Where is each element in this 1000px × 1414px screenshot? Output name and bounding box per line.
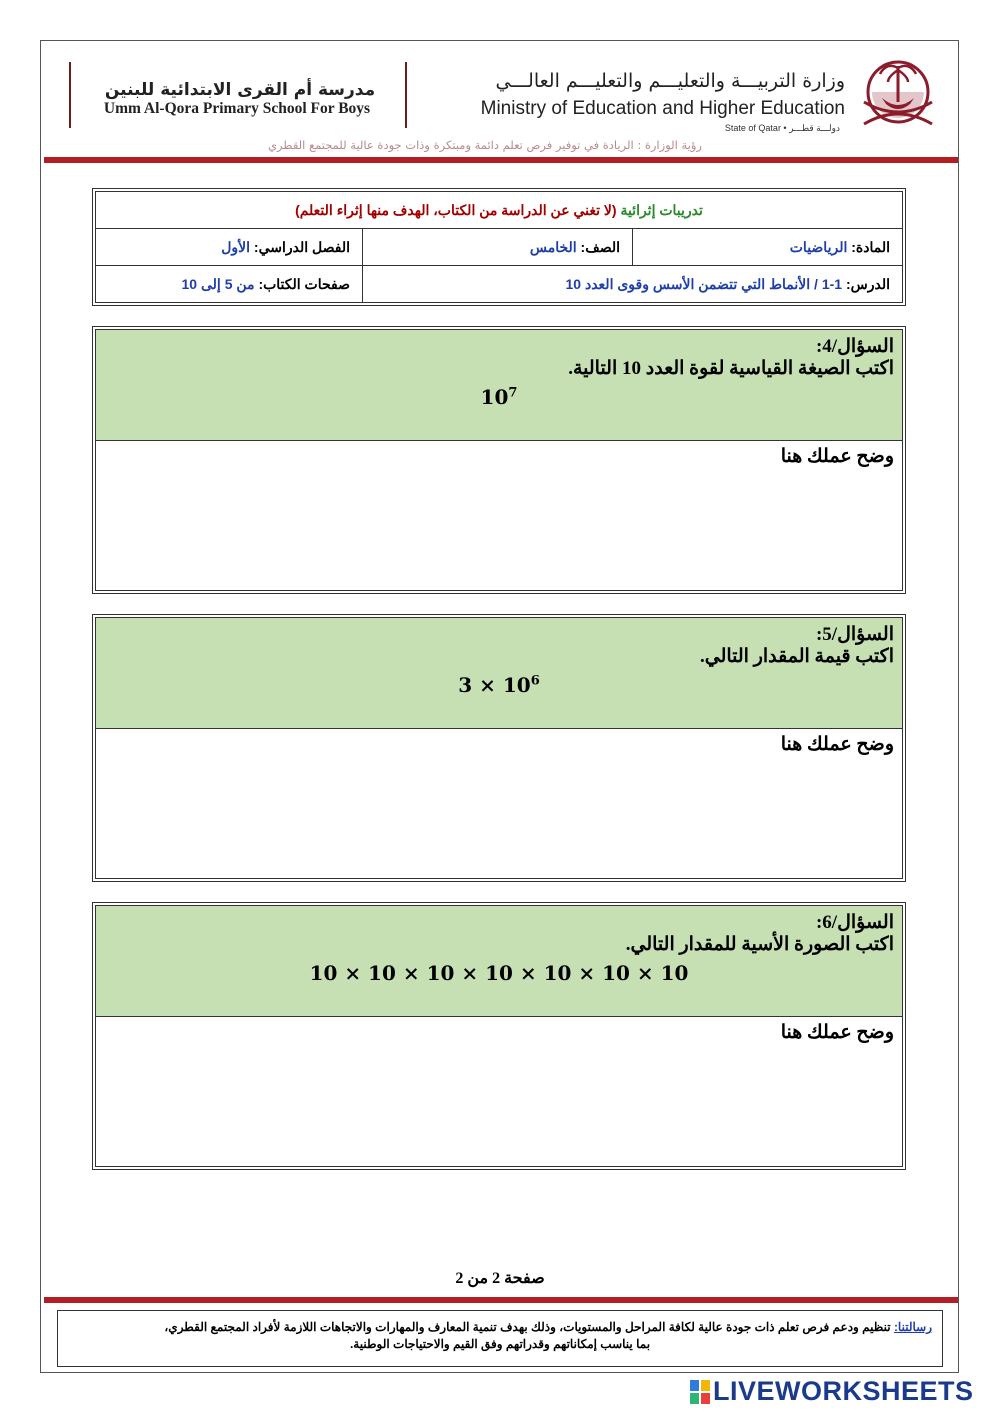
state-of-qatar: State of Qatar • دولـــة قطـــر — [724, 123, 840, 133]
lesson-value: 1-1 / الأنماط التي تتضمن الأسس وقوى العدد 10 — [565, 275, 843, 292]
pages-cell — [96, 266, 363, 303]
page-number: صفحة 2 من 2 — [455, 1270, 545, 1287]
ministry-vision: رؤية الوزارة : الريادة في توفير فرص تعلم دائمة ومبتكرة وذات جودة عالية للمجتمع القطري — [268, 138, 702, 152]
show-work-label: وضح عملك هنا — [780, 446, 894, 467]
ministry-name-en: Ministry of Education and Higher Education — [480, 98, 845, 119]
term-label: الفصل الدراسي: — [253, 238, 350, 255]
question-text: اكتب قيمة المقدار التالي. — [699, 646, 894, 667]
title-red: (لا تغني عن الدراسة من الكتاب، الهدف منها إثراء التعلم) — [295, 201, 617, 218]
worksheet-title — [96, 192, 903, 229]
mission-line-2: بما يناسب إمكاناتهم وقدراتهم وفق القيم والاحتياجات الوطنية. — [349, 1337, 651, 1351]
show-work-label: وضح عملك هنا — [780, 734, 894, 755]
pages-value: من 5 إلى 10 — [181, 275, 255, 292]
show-work-label: وضح عملك هنا — [780, 1022, 894, 1043]
answer-area[interactable] — [96, 729, 902, 877]
school-name-en: Umm Al-Qora Primary School For Boys — [103, 100, 371, 117]
ministry-name-ar: وزارة التربيـــة والتعليـــم والتعليـــم العالـــي — [495, 70, 845, 92]
grade-value: الخامس — [529, 238, 577, 255]
qatar-emblem-icon — [858, 52, 938, 136]
question-box-5 — [95, 617, 903, 879]
title-green: تدريبات إثرائية — [620, 201, 703, 218]
subject-label: المادة: — [851, 238, 890, 255]
expression-exponent: 7 — [508, 385, 518, 401]
question-text: اكتب الصيغة القياسية لقوة العدد 10 التالية. — [568, 358, 894, 379]
answer-area[interactable] — [96, 1017, 902, 1165]
term-cell — [96, 229, 363, 266]
subject-cell — [633, 229, 903, 266]
question-box-4 — [95, 329, 903, 591]
question-number: السؤال/4: — [815, 336, 894, 357]
question-number: السؤال/6: — [815, 912, 894, 933]
question-text: اكتب الصورة الأسية للمقدار التالي. — [625, 934, 894, 955]
question-expression — [96, 961, 902, 985]
expression-exponent: 6 — [530, 673, 540, 689]
header-divider-right — [405, 62, 407, 128]
expression-base: 10 — [480, 385, 509, 409]
header-red-line — [44, 157, 958, 163]
question-header — [96, 618, 902, 729]
expression-base: 10 × 10 × 10 × 10 × 10 × 10 × 10 — [309, 961, 689, 985]
lesson-label: الدرس: — [845, 275, 890, 292]
lesson-info-table — [95, 191, 903, 303]
footer-red-line — [44, 1297, 958, 1303]
term-value: الأول — [221, 238, 251, 255]
mission-statement — [57, 1310, 943, 1367]
liveworksheets-brand[interactable]: LIVEWORKSHEETS — [713, 1376, 974, 1406]
question-header — [96, 906, 902, 1017]
question-header — [96, 330, 902, 441]
grade-label: الصف: — [580, 238, 620, 255]
subject-value: الرياضيات — [789, 238, 848, 255]
liveworksheets-logo-icon — [690, 1380, 710, 1404]
expression-base: 3 × 10 — [458, 673, 531, 697]
pages-label: صفحات الكتاب: — [258, 275, 350, 292]
answer-area[interactable] — [96, 441, 902, 589]
mission-line-1: تنظيم ودعم فرص تعلم ذات جودة عالية لكافة المراحل والمستويات، وذلك بهدف تنمية المعارف والمهارات والاتجاهات اللازمة لأفراد المجتمع القطري، — [164, 1320, 891, 1334]
question-expression — [96, 673, 902, 697]
lesson-cell — [363, 266, 903, 303]
question-expression — [96, 385, 902, 409]
question-box-6 — [95, 905, 903, 1167]
question-number: السؤال/5: — [815, 624, 894, 645]
header-divider-left — [69, 62, 71, 128]
mission-label: رسالتنا: — [893, 1320, 932, 1334]
school-name-ar: مدرسة أم القرى الابتدائية للبنين — [104, 80, 376, 100]
grade-cell — [363, 229, 633, 266]
